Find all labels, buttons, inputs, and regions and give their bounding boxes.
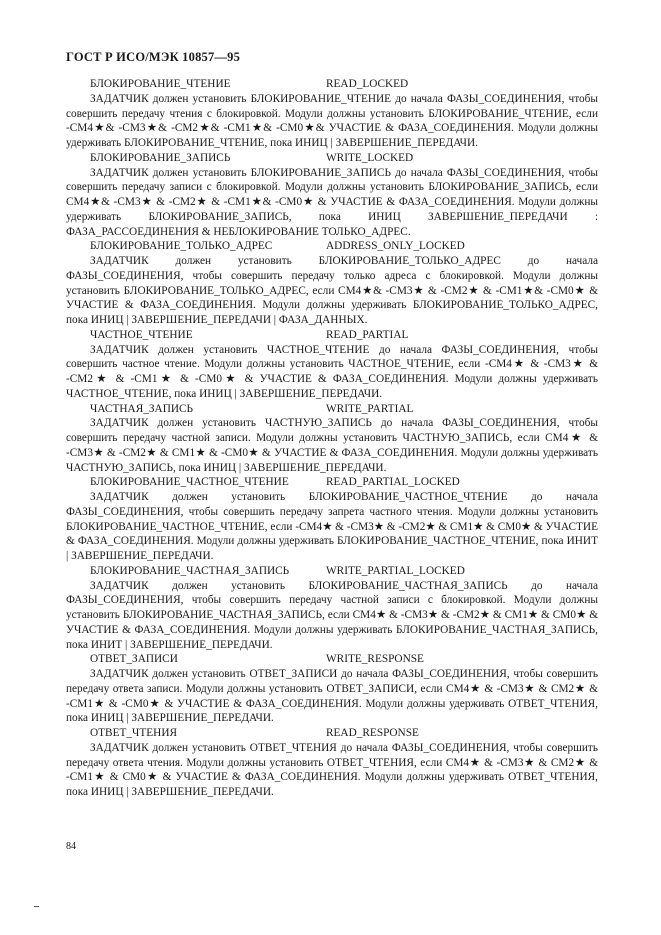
definition-text: ЗАДАТЧИК должен установить БЛОКИРОВАНИЕ_ЧАСТНОЕ_ЧТЕНИЕ до начала ФАЗЫ_СОЕДИНЕНИЯ, чтобы совершить передачу запрета частного чтения. Модули должны установить БЛОКИРОВАНИЕ_ЧАСТНОЕ_ЧТЕНИЕ, если -СМ4★ & -СМ3★ & -СМ2★ & СМ1★ & СМ0★ & УЧАСТИЕ & ФАЗА_СОЕДИНЕНИЯ. Модули должны удерживать БЛОКИРОВАНИЕ_ЧАСТНОЕ_ЧТЕНИЕ, пока ИНИТ | ЗАВЕРШЕНИЕ_ПЕРЕДАЧИ. — [66, 491, 598, 562]
scan-mark — [34, 906, 39, 907]
term-en: READ_PARTIAL_LOCKED — [326, 476, 460, 489]
term-line — [66, 402, 598, 417]
term-line — [66, 239, 598, 254]
definition-text: ЗАДАТЧИК должен установить БЛОКИРОВАНИЕ_ЧАСТНАЯ_ЗАПИСЬ до начала ФАЗЫ_СОЕДИНЕНИЯ, чтобы совершить передачу частной записи с блокировкой. Модули должны установить БЛОКИРОВАНИЕ_ЧАСТНАЯ_ЗАПИСЬ, если СМ4★ & -СМ3★ & -СМ2★ & СМ1★ & СМ0★ & УЧАСТИЕ & ФАЗА_СОЕДИНЕНИЯ. Модули должны удерживать БЛОКИРОВАНИЕ_ЧАСТНАЯ_ЗАПИСЬ, пока ИНИТ | ЗАВЕРШЕНИЕ_ПЕРЕДАЧИ. — [66, 579, 598, 651]
entry-write-response — [66, 652, 598, 726]
entry-read-response — [66, 726, 598, 800]
term-ru: ЧАСТНОЕ_ЧТЕНИЕ — [90, 328, 193, 341]
entry-write-partial — [66, 402, 598, 476]
term-line — [66, 475, 598, 490]
definition-text: ЗАДАТЧИК должен установить ЧАСТНУЮ_ЗАПИСЬ до начала ФАЗЫ_СОЕДИНЕНИЯ, чтобы совершить передачу частной записи. Модули должны установить ЧАСТНУЮ_ЗАПИСЬ, если СМ4★ & -СМ3★ & -СМ2★ & СМ1★ & -СМ0★ & УЧАСТИЕ & ФАЗА_СОЕДИНЕНИЯ. Модули должны удерживать ЧАСТНУЮ_ЗАПИСЬ, пока ИНИЦ | ЗАВЕРШЕНИЕ_ПЕРЕДАЧИ. — [66, 417, 598, 474]
term-en: WRITE_PARTIAL_LOCKED — [326, 564, 465, 577]
term-en: READ_PARTIAL — [326, 328, 409, 341]
term-en: WRITE_LOCKED — [326, 151, 414, 164]
definition-text: ЗАДАТЧИК должен установить ОТВЕТ_ЧТЕНИЯ до начала ФАЗЫ_СОЕДИНЕНИЯ, чтобы совершить передачу ответа чтения. Модули должны установить ОТВЕТ_ЧТЕНИЯ, если СМ4★ & -СМ3★ & СМ2★ & -СМ1★ & СМ0★ & УЧАСТИЕ & ФАЗА_СОЕДИНЕНИЯ. Модули должны удерживать ОТВЕТ_ЧТЕНИЯ, пока ИНИЦ | ЗАВЕРШЕНИЕ_ПЕРЕДАЧИ. — [66, 741, 598, 798]
term-line — [66, 652, 598, 667]
entry-read-locked — [66, 77, 598, 151]
term-ru: ОТВЕТ_ЧТЕНИЯ — [90, 727, 178, 739]
term-en: READ_LOCKED — [326, 78, 409, 90]
document-body — [66, 77, 598, 800]
term-line — [66, 151, 598, 166]
definition-text: ЗАДАТЧИК должен установить ОТВЕТ_ЗАПИСИ до начала ФАЗЫ_СОЕДИНЕНИЯ, чтобы совершить передачу ответа записи. Модули должны установить ОТВЕТ_ЗАПИСИ, если СМ4★ & -СМ3★ & СМ2★ & -СМ1★ & -СМ0★ & УЧАСТИЕ & ФАЗА_СОЕДИНЕНИЯ. Модули должны удерживать ОТВЕТ_ЧТЕНИЯ, пока ИНИЦ | ЗАВЕРШЕНИЕ_ПЕРЕДАЧИ. — [66, 668, 598, 725]
term-ru: ЧАСТНАЯ_ЗАПИСЬ — [90, 402, 194, 415]
page-number: 84 — [66, 841, 76, 852]
term-en: WRITE_PARTIAL — [326, 402, 414, 415]
definition-text: ЗАДАТЧИК должен установить БЛОКИРОВАНИЕ_ЧТЕНИЕ до начала ФАЗЫ_СОЕДИНЕНИЯ, чтобы совершить передачу чтения с блокировкой. Модули должны установить БЛОКИРОВАНИЕ_ЧТЕНИЕ, если -СМ4★& -СМ3★& -СМ2★& -СМ1★& -СМ0★& УЧАСТИЕ & ФАЗА_СОЕДИНЕНИЯ. Модули должны удерживать БЛОКИРОВАНИЕ_ЧТЕНИЕ, пока ИНИЦ | ЗАВЕРШЕНИЕ_ПЕРЕДАЧИ. — [66, 92, 598, 149]
definition-text: ЗАДАТЧИК должен установить БЛОКИРОВАНИЕ_ТОЛЬКО_АДРЕС до начала ФАЗЫ_СОЕДИНЕНИЯ, чтобы совершить передачу только адреса с блокировкой. Модули должны установить БЛОКИРОВАНИЕ_ТОЛЬКО_АДРЕС, если СМ4★& -СМ3★ & -СМ2★ & -СМ1★& -СМ0★ & УЧАСТИЕ & ФАЗА_СОЕДИНЕНИЯ. Модули должны удерживать БЛОКИРОВАНИЕ_ТОЛЬКО_АДРЕС, пока ИНИЦ | ЗАВЕРШЕНИЕ_ПЕРЕДАЧИ | ФАЗА_ДАННЫХ. — [66, 255, 598, 326]
term-line — [66, 726, 598, 741]
term-en: ADDRESS_ONLY_LOCKED — [326, 240, 465, 253]
entry-read-partial — [66, 328, 598, 402]
term-line — [66, 328, 598, 343]
definition-text: ЗАДАТЧИК должен установить ЧАСТНОЕ_ЧТЕНИЕ до начала ФАЗЫ_СОЕДИНЕНИЯ, чтобы совершить частное чтение. Модули должны установить ЧАСТНОЕ_ЧТЕНИЕ, если -СМ4★ & -СМ3★ & -СМ2★ & -СМ1★ & -СМ0★ & УЧАСТИЕ & ФАЗА_СОЕДИНЕНИЯ. Модули должны удерживать ЧАСТНОЕ_ЧТЕНИЕ, пока ИНИЦ | ЗАВЕРШЕНИЕ_ПЕРЕДАЧИ. — [66, 343, 598, 400]
entry-address-only-locked — [66, 239, 598, 328]
term-en: READ_RESPONSE — [326, 727, 419, 739]
term-ru: БЛОКИРОВАНИЕ_ЧАСТНОЕ_ЧТЕНИЕ — [90, 476, 289, 489]
term-en: WRITE_RESPONSE — [326, 653, 424, 666]
term-ru: ОТВЕТ_ЗАПИСИ — [90, 653, 178, 666]
term-ru: БЛОКИРОВАНИЕ_ЧАСТНАЯ_ЗАПИСЬ — [90, 564, 290, 577]
entry-write-locked — [66, 151, 598, 240]
entry-read-partial-locked — [66, 475, 598, 564]
term-line — [66, 564, 598, 579]
entry-write-partial-locked — [66, 564, 598, 653]
term-ru: БЛОКИРОВАНИЕ_ТОЛЬКО_АДРЕС — [90, 240, 273, 253]
term-ru: БЛОКИРОВАНИЕ_ЧТЕНИЕ — [90, 78, 231, 90]
page-header: ГОСТ Р ИСО/МЭК 10857—95 — [66, 50, 241, 64]
term-ru: БЛОКИРОВАНИЕ_ЗАПИСЬ — [90, 151, 231, 164]
definition-text: ЗАДАТЧИК должен установить БЛОКИРОВАНИЕ_ЗАПИСЬ до начала ФАЗЫ_СОЕДИНЕНИЯ, чтобы совершить передачу записи с блокировкой. Модули должны установить БЛОКИРОВАНИЕ_ЗАПИСЬ, если СМ4★& -СМ3★ & -СМ2★ & -СМ1★& -СМ0★ & УЧАСТИЕ & ФАЗА_СОЕДИНЕНИЯ. Модули должны удерживать БЛОКИРОВАНИЕ_ЗАПИСЬ, пока ИНИЦ ЗАВЕРШЕНИЕ_ПЕРЕДАЧИ : ФАЗА_РАССОЕДИНЕНИЯ & НЕБЛОКИРОВАНИЕ ТОЛЬКО_АДРЕС. — [66, 166, 598, 238]
term-line — [66, 77, 598, 92]
